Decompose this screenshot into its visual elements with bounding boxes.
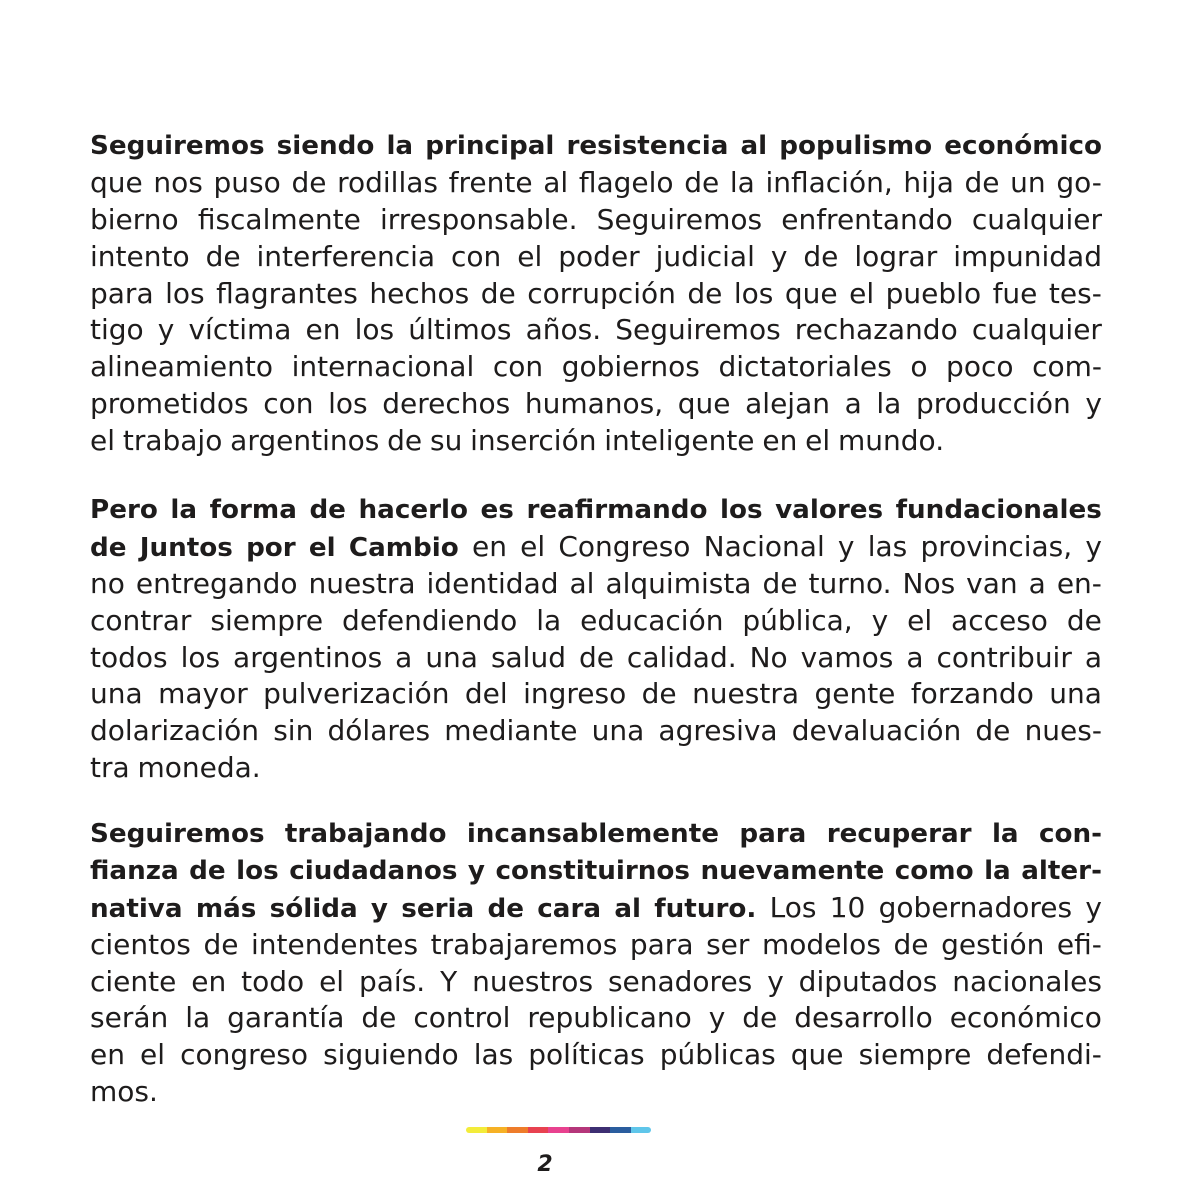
word: un — [1010, 165, 1046, 199]
word: que — [784, 276, 838, 310]
word: de — [291, 165, 327, 199]
word: entregando — [135, 566, 298, 600]
bold-word: forma — [209, 495, 297, 525]
bold-word: por — [246, 532, 296, 563]
word: una — [1049, 677, 1102, 711]
word: una — [591, 714, 645, 748]
word: de — [684, 165, 720, 199]
text-line — [90, 1000, 1102, 1037]
bold-word: más — [195, 893, 257, 924]
word: control — [413, 1001, 511, 1035]
word: públicas — [659, 1038, 776, 1072]
word: go- — [1056, 165, 1102, 199]
word: mayor — [158, 677, 248, 711]
word: sin — [273, 714, 314, 748]
word: argentinos — [233, 640, 383, 674]
word: el — [849, 276, 875, 310]
bold-word: Cambio — [348, 532, 459, 563]
word: en — [762, 424, 798, 458]
text-line — [90, 890, 1102, 927]
word: siempre — [210, 603, 324, 637]
word: nos — [153, 165, 203, 199]
text-line — [90, 566, 1102, 603]
word: turno. — [808, 566, 892, 600]
word: o — [910, 350, 928, 384]
word: y — [1085, 890, 1102, 924]
word: de — [361, 1001, 397, 1035]
word: corrupción — [527, 276, 676, 310]
text-line — [90, 202, 1102, 239]
word: a — [1084, 640, 1102, 674]
word: con — [451, 239, 502, 273]
word: interferencia — [256, 239, 436, 273]
word: com- — [1032, 350, 1102, 384]
word: el — [517, 239, 543, 273]
text-line — [90, 927, 1102, 964]
word: y — [767, 964, 784, 998]
word: el — [90, 424, 116, 458]
word: serán — [90, 1001, 169, 1035]
word: de — [762, 566, 798, 600]
word: pública, — [742, 603, 853, 637]
word: irresponsable. — [379, 202, 578, 236]
word: intento — [90, 239, 190, 273]
word: defendiendo — [342, 603, 518, 637]
bold-word: nuevamente — [700, 855, 885, 886]
bold-word: al — [740, 131, 768, 161]
word: 10 — [829, 890, 866, 924]
word: nuestra — [692, 677, 800, 711]
bold-word: de — [309, 495, 346, 525]
bold-word: los — [720, 495, 763, 525]
bold-word: reafirmando — [526, 495, 708, 525]
word: gente — [814, 677, 896, 711]
text-line — [90, 165, 1102, 202]
bold-word: de — [90, 532, 127, 563]
word: mundo. — [838, 424, 945, 458]
color-stripe-segment — [528, 1127, 549, 1133]
text-line — [90, 312, 1102, 349]
word: la — [876, 387, 902, 421]
word: años. — [525, 313, 602, 347]
color-stripe-segment — [590, 1127, 611, 1133]
word: al — [569, 566, 595, 600]
bold-word: ciudadanos — [289, 855, 458, 886]
text-line — [90, 713, 1102, 750]
bold-word: principal — [425, 131, 555, 161]
word: provincias, — [920, 529, 1073, 563]
bold-word: la — [170, 495, 198, 525]
text-line — [90, 239, 1102, 276]
bold-word: la — [991, 819, 1019, 849]
word: nuestros — [472, 964, 594, 998]
word: alquimista — [605, 566, 752, 600]
word: una — [425, 640, 478, 674]
word: siguiendo — [323, 1038, 459, 1072]
word: que — [790, 1038, 844, 1072]
word: siempre — [858, 1038, 972, 1072]
word: cientos — [90, 927, 191, 961]
word: poder — [558, 239, 640, 273]
word: flagelo — [578, 165, 674, 199]
word: defendi- — [986, 1038, 1102, 1072]
word: contribuir — [936, 640, 1072, 674]
word: van — [966, 566, 1018, 600]
word: contrar — [90, 603, 192, 637]
word: el — [805, 424, 831, 458]
word: de — [975, 714, 1011, 748]
text-line — [90, 128, 1102, 165]
word: producción — [915, 387, 1071, 421]
word: nues- — [1024, 714, 1102, 748]
word: económico — [949, 1001, 1102, 1035]
bold-word: seria — [401, 893, 475, 924]
word: No — [749, 640, 788, 674]
text-line — [90, 1037, 1102, 1074]
word: tra — [90, 751, 130, 785]
word: dólares — [327, 714, 431, 748]
word: con — [492, 350, 544, 384]
bold-word: nativa — [90, 893, 183, 924]
color-stripe-segment — [610, 1127, 631, 1133]
word: alejan — [745, 387, 830, 421]
word: de — [387, 424, 423, 458]
word: todo — [241, 964, 305, 998]
word: los — [733, 276, 774, 310]
word: lograr — [854, 239, 938, 273]
word: trabajo — [122, 424, 223, 458]
word: congreso — [180, 1038, 309, 1072]
bold-word: incansablemente — [466, 819, 719, 849]
word: y — [1085, 529, 1102, 563]
bold-word: resistencia — [566, 131, 729, 161]
word: judicial — [655, 239, 755, 273]
word: prometidos — [90, 387, 249, 421]
bold-word: alter- — [1021, 855, 1102, 886]
word: senadores — [607, 964, 753, 998]
word: tes- — [1048, 276, 1102, 310]
word: pueblo — [885, 276, 982, 310]
word: de — [1066, 603, 1102, 637]
word: para — [629, 927, 694, 961]
word: educación — [580, 603, 724, 637]
word: los — [165, 276, 205, 310]
word: flagrantes — [216, 276, 358, 310]
bold-word: Pero — [90, 495, 158, 525]
text-line — [90, 816, 1102, 853]
paragraph-populismo — [90, 128, 1102, 460]
text-line — [90, 423, 1102, 460]
text-line — [90, 640, 1102, 677]
word: pulverización — [263, 677, 450, 711]
word: que — [677, 387, 731, 421]
word: garantía — [227, 1001, 345, 1035]
word: poco — [946, 350, 1014, 384]
text-line — [90, 386, 1102, 423]
word: últimos — [408, 313, 512, 347]
word: inserción — [470, 424, 597, 458]
word: fiscalmente — [197, 202, 361, 236]
bold-word: de — [487, 893, 524, 924]
bold-word: constituirnos — [495, 855, 691, 886]
word: en — [90, 1038, 125, 1072]
word: los — [328, 387, 368, 421]
bold-word: para — [739, 819, 807, 849]
bold-word: con- — [1038, 819, 1102, 849]
text-line — [90, 964, 1102, 1001]
word: dictatoriales — [718, 350, 892, 384]
word: bierno — [90, 202, 179, 236]
bold-word: valores — [775, 495, 884, 525]
bold-word: los — [236, 855, 279, 886]
text-line — [90, 529, 1102, 566]
bold-word: fundacionales — [895, 495, 1102, 525]
bold-word: la — [984, 855, 1011, 886]
color-stripe-segment — [631, 1127, 652, 1133]
word: hija — [903, 165, 954, 199]
word: y — [157, 313, 175, 347]
bold-word: cara — [537, 893, 602, 924]
word: una — [90, 677, 143, 711]
bold-word: fianza — [90, 855, 179, 886]
word: tigo — [90, 313, 144, 347]
bold-word: el — [308, 532, 336, 563]
text-line — [90, 853, 1102, 890]
word: al — [543, 165, 569, 199]
word: de — [964, 165, 1000, 199]
word: mediante — [444, 714, 578, 748]
word: ingreso — [523, 677, 627, 711]
word: Nos — [902, 566, 956, 600]
word: Seguiremos — [596, 202, 763, 236]
word: cualquier — [971, 202, 1102, 236]
text-line — [90, 276, 1102, 313]
word: rodillas — [337, 165, 438, 199]
word: de — [203, 927, 239, 961]
bold-word: al — [614, 893, 641, 924]
bold-word: hacerlo — [358, 495, 468, 525]
word: en- — [1056, 566, 1102, 600]
text-line — [90, 1074, 1102, 1111]
word: la — [185, 1001, 211, 1035]
word: y — [871, 603, 889, 637]
bold-word: de — [189, 855, 226, 886]
word: su — [429, 424, 463, 458]
word: republicano — [527, 1001, 692, 1035]
word: de — [480, 276, 516, 310]
word: el — [140, 1038, 166, 1072]
bold-word: Seguiremos — [90, 819, 265, 849]
word: enfrentando — [781, 202, 953, 236]
word: Seguiremos — [615, 313, 781, 347]
word: a — [1028, 566, 1046, 600]
bold-word: Seguiremos — [90, 131, 265, 161]
word: gobiernos — [561, 350, 700, 384]
bold-word: y — [370, 893, 388, 924]
word: Y — [440, 964, 458, 998]
word: identidad — [426, 566, 559, 600]
word: de — [893, 927, 929, 961]
word: dolarización — [90, 714, 260, 748]
word: para — [90, 276, 154, 310]
bold-word: la — [386, 131, 414, 161]
text-line — [90, 750, 1102, 787]
word: derechos — [382, 387, 511, 421]
word: nacionales — [952, 964, 1102, 998]
word: y — [770, 239, 788, 273]
word: todos — [90, 640, 168, 674]
text-line — [90, 676, 1102, 713]
text-line — [90, 603, 1102, 640]
color-stripe-divider — [466, 1127, 651, 1133]
word: de — [803, 239, 839, 273]
word: ser — [706, 927, 750, 961]
word: de — [742, 1001, 778, 1035]
paragraph-confianza — [90, 816, 1102, 1111]
word: forzando — [910, 677, 1034, 711]
word: hechos — [369, 276, 470, 310]
word: salud — [490, 640, 566, 674]
word: trabajaremos — [430, 927, 618, 961]
word: inflación, — [765, 165, 893, 199]
word: vamos — [800, 640, 894, 674]
word: agresiva — [658, 714, 778, 748]
word: cualquier — [971, 313, 1102, 347]
word: políticas — [528, 1038, 645, 1072]
word: humanos, — [524, 387, 664, 421]
word: desarrollo — [794, 1001, 933, 1035]
word: ciente — [90, 964, 177, 998]
color-stripe-segment — [466, 1127, 487, 1133]
word: de — [687, 276, 723, 310]
bold-word: y — [467, 855, 485, 886]
word: a — [906, 640, 924, 674]
bold-word: Juntos — [139, 532, 233, 563]
word: moneda. — [137, 751, 261, 785]
color-stripe-segment — [548, 1127, 569, 1133]
bold-word: futuro. — [654, 893, 757, 924]
word: las — [867, 529, 908, 563]
word: alineamiento — [90, 350, 273, 384]
word: acceso — [951, 603, 1048, 637]
word: argentinos — [230, 424, 380, 458]
word: Congreso — [558, 529, 691, 563]
word: internacional — [291, 350, 475, 384]
word: no — [90, 566, 125, 600]
word: puso — [213, 165, 281, 199]
word: intendentes — [251, 927, 419, 961]
word: que — [90, 165, 143, 199]
word: la — [729, 165, 755, 199]
bold-word: es — [480, 495, 514, 525]
word: impunidad — [953, 239, 1102, 273]
word: gobernadores — [878, 890, 1073, 924]
word: inteligente — [604, 424, 755, 458]
word: a — [395, 640, 413, 674]
color-stripe-segment — [487, 1127, 508, 1133]
bold-word: económico — [944, 131, 1102, 161]
word: calidad. — [626, 640, 737, 674]
word: la — [536, 603, 562, 637]
word: país. — [359, 964, 426, 998]
word: el — [520, 529, 546, 563]
word: en — [191, 964, 227, 998]
bold-word: recuperar — [826, 819, 972, 849]
word: efi- — [1056, 927, 1102, 961]
word: devaluación — [791, 714, 962, 748]
word: modelos — [762, 927, 881, 961]
word: los — [354, 313, 395, 347]
word: a — [844, 387, 862, 421]
paragraph-valores-fundacionales — [90, 492, 1102, 787]
color-stripe-segment — [507, 1127, 528, 1133]
word: frente — [448, 165, 533, 199]
word: Los — [769, 890, 817, 924]
word: víctima — [188, 313, 292, 347]
word: en — [305, 313, 341, 347]
word: el — [907, 603, 933, 637]
word: rechazando — [794, 313, 958, 347]
color-stripe-segment — [569, 1127, 590, 1133]
word: diputados — [798, 964, 938, 998]
word: los — [180, 640, 221, 674]
text-line — [90, 349, 1102, 386]
word: en — [471, 529, 507, 563]
bold-word: populismo — [779, 131, 933, 161]
word: mos. — [90, 1075, 158, 1109]
word: y — [708, 1001, 726, 1035]
bold-word: trabajando — [284, 819, 447, 849]
word: gestión — [941, 927, 1045, 961]
word: y — [1085, 387, 1102, 421]
word: las — [473, 1038, 514, 1072]
word: fue — [992, 276, 1038, 310]
word: de — [641, 677, 677, 711]
text-line — [90, 492, 1102, 529]
bold-word: siendo — [276, 131, 375, 161]
bold-word: sólida — [269, 893, 358, 924]
word: con — [263, 387, 314, 421]
word: de — [205, 239, 241, 273]
word: Nacional — [703, 529, 825, 563]
word: el — [319, 964, 345, 998]
bold-word: como — [894, 855, 974, 886]
word: de — [578, 640, 614, 674]
word: y — [837, 529, 855, 563]
page-number: 2 — [537, 1152, 553, 1177]
word: del — [464, 677, 508, 711]
word: nuestra — [308, 566, 416, 600]
